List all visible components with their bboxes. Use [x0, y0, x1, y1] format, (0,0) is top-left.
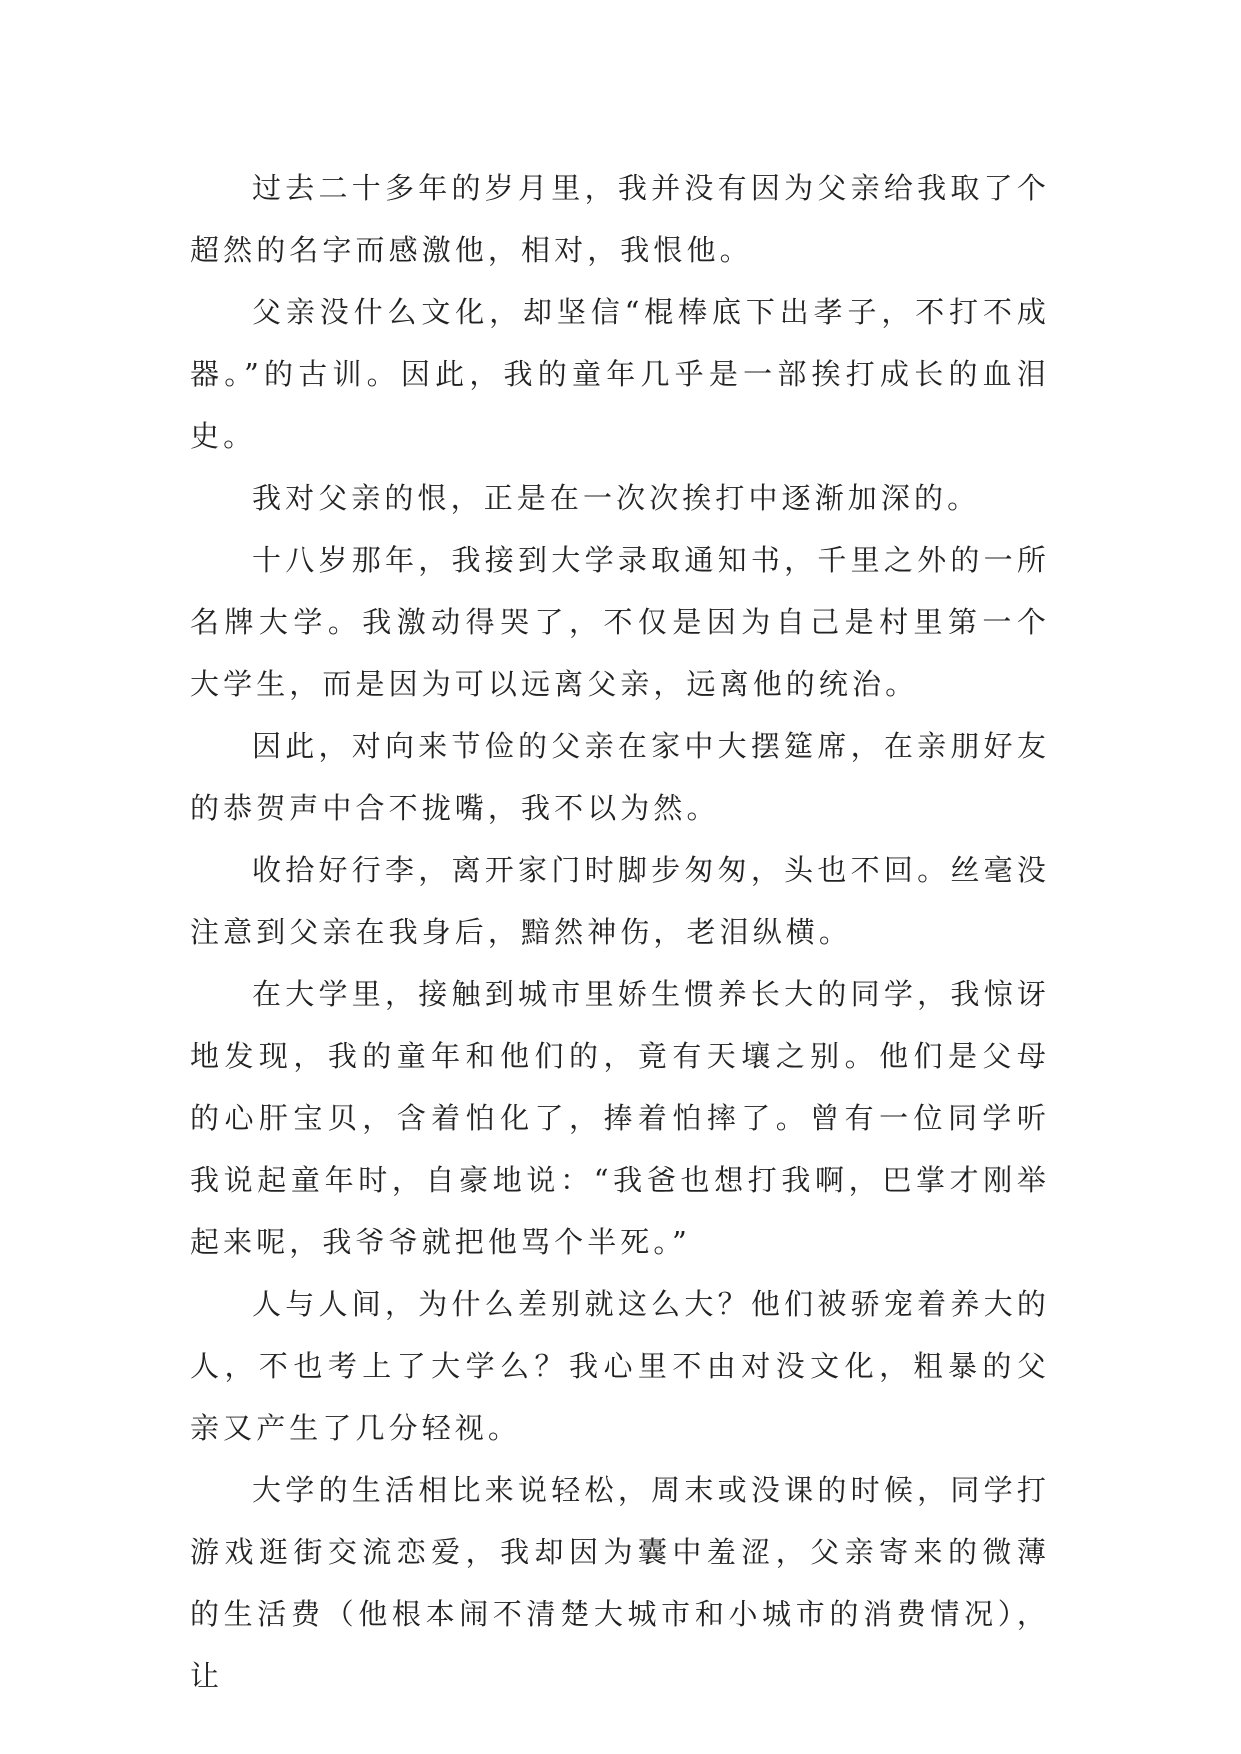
paragraph: 因此，对向来节俭的父亲在家中大摆筵席，在亲朋好友的恭贺声中合不拢嘴，我不以为然。 — [190, 729, 1050, 825]
paragraph: 大学的生活相比来说轻松，周末或没课的时候，同学打游戏逛街交流恋爱，我却因为囊中羞涩，父亲寄来的微薄的生活费（他根本闹不清楚大城市和小城市的消费情况），让 — [190, 1473, 1050, 1693]
paragraph: 父亲没什么文化，却坚信“棍棒底下出孝子，不打不成器。”的古训。因此，我的童年几乎是一部挨打成长的血泪史。 — [190, 295, 1050, 453]
paragraph: 在大学里，接触到城市里娇生惯养长大的同学，我惊讶地发现，我的童年和他们的，竟有天壤之别。他们是父母的心肝宝贝，含着怕化了，捧着怕摔了。曾有一位同学听我说起童年时，自豪地说：“我爸也想打我啊，巴掌才刚举起来呢，我爷爷就把他骂个半死。” — [190, 977, 1050, 1259]
paragraph: 十八岁那年，我接到大学录取通知书，千里之外的一所名牌大学。我激动得哭了，不仅是因为自己是村里第一个大学生，而是因为可以远离父亲，远离他的统治。 — [190, 543, 1050, 701]
paragraph: 人与人间，为什么差别就这么大？他们被骄宠着养大的人，不也考上了大学么？我心里不由对没文化，粗暴的父亲又产生了几分轻视。 — [190, 1287, 1050, 1445]
paragraph: 我对父亲的恨，正是在一次次挨打中逐渐加深的。 — [252, 481, 981, 515]
document-body — [190, 157, 1050, 1707]
paragraph: 收拾好行李，离开家门时脚步匆匆，头也不回。丝毫没注意到父亲在我身后，黯然神伤，老泪纵横。 — [190, 853, 1050, 949]
paragraph: 过去二十多年的岁月里，我并没有因为父亲给我取了个超然的名字而感激他，相对，我恨他。 — [190, 171, 1050, 267]
